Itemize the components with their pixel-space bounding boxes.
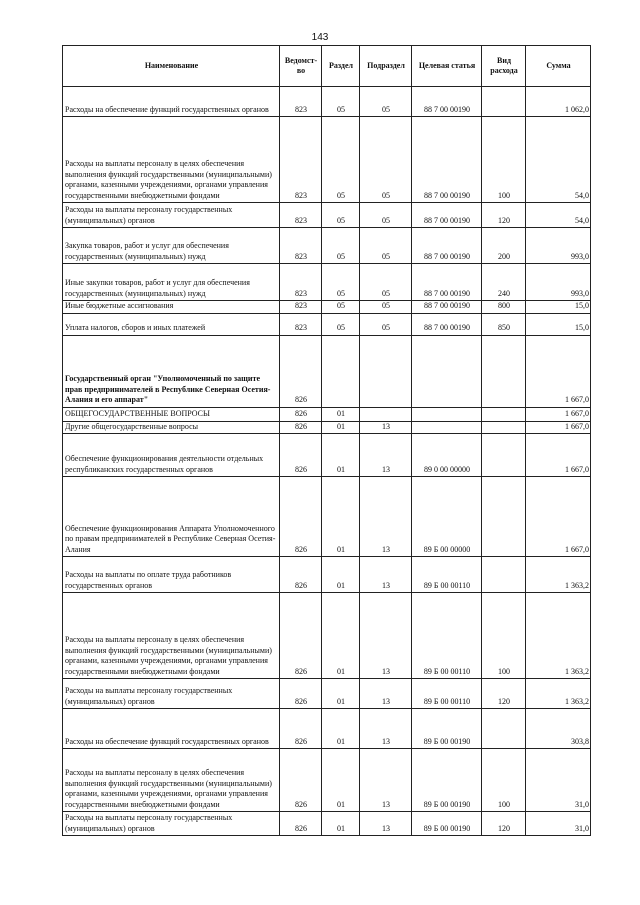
row-section: 05 xyxy=(322,117,360,203)
row-amount: 1 667,0 xyxy=(526,477,591,557)
table-row xyxy=(63,709,591,749)
row-name: Расходы на выплаты персоналу государственных (муниципальных) органов xyxy=(63,679,280,709)
row-section: 01 xyxy=(322,749,360,812)
row-section: 05 xyxy=(322,264,360,301)
row-target: 89 Б 00 00000 xyxy=(412,477,482,557)
header-section: Раздел xyxy=(322,46,360,87)
page-number: 143 xyxy=(311,32,329,43)
row-target xyxy=(412,407,482,421)
table-body xyxy=(63,87,591,836)
row-name: Уплата налогов, сборов и иных платежей xyxy=(63,313,280,335)
row-name: Расходы на выплаты персоналу в целях обеспечения выполнения функций государственными (муниципальными) органами, казенными учреждениями, органами управления государственными внебюджетными фондами xyxy=(63,117,280,203)
row-expense-type xyxy=(482,477,526,557)
row-target: 88 7 00 00190 xyxy=(412,313,482,335)
row-name: Иные закупки товаров, работ и услуг для обеспечения государственных (муниципальных) нужд xyxy=(63,264,280,301)
row-target: 89 Б 00 00110 xyxy=(412,593,482,679)
row-section: 05 xyxy=(322,313,360,335)
row-name: Расходы на выплаты персоналу государственных (муниципальных) органов xyxy=(63,812,280,836)
row-section: 05 xyxy=(322,203,360,228)
row-subsection: 13 xyxy=(360,593,412,679)
row-subsection: 05 xyxy=(360,228,412,264)
row-expense-type xyxy=(482,557,526,593)
row-amount: 1 363,2 xyxy=(526,679,591,709)
table-row xyxy=(63,228,591,264)
row-name: Государственный орган "Уполномоченный по защите прав предпринимателей в Республике Северная Осетия-Алания и его аппарат" xyxy=(63,335,280,407)
table-row xyxy=(63,679,591,709)
row-section: 01 xyxy=(322,679,360,709)
row-target: 88 7 00 00190 xyxy=(412,87,482,117)
row-target: 89 Б 00 00190 xyxy=(412,749,482,812)
row-department: 823 xyxy=(280,301,322,314)
row-section: 01 xyxy=(322,593,360,679)
row-department: 823 xyxy=(280,117,322,203)
row-expense-type: 120 xyxy=(482,679,526,709)
row-department: 826 xyxy=(280,557,322,593)
row-section: 01 xyxy=(322,709,360,749)
row-subsection: 05 xyxy=(360,203,412,228)
row-name: Обеспечение функционирования Аппарата Уполномоченного по правам предпринимателей в Республике Северная Осетия-Алания xyxy=(63,477,280,557)
row-amount: 303,8 xyxy=(526,709,591,749)
row-amount: 54,0 xyxy=(526,117,591,203)
row-target: 88 7 00 00190 xyxy=(412,301,482,314)
row-name: Расходы на выплаты персоналу государственных (муниципальных) органов xyxy=(63,203,280,228)
row-subsection: 13 xyxy=(360,709,412,749)
row-department: 826 xyxy=(280,812,322,836)
row-expense-type: 100 xyxy=(482,117,526,203)
row-section: 05 xyxy=(322,228,360,264)
row-expense-type: 200 xyxy=(482,228,526,264)
row-department: 826 xyxy=(280,593,322,679)
row-department: 823 xyxy=(280,228,322,264)
row-expense-type: 850 xyxy=(482,313,526,335)
row-department: 826 xyxy=(280,679,322,709)
table-row xyxy=(63,313,591,335)
table-row xyxy=(63,477,591,557)
table-row xyxy=(63,117,591,203)
header-target: Целевая статья xyxy=(412,46,482,87)
header-amount: Сумма xyxy=(526,46,591,87)
row-subsection: 13 xyxy=(360,679,412,709)
row-department: 826 xyxy=(280,749,322,812)
row-amount: 993,0 xyxy=(526,264,591,301)
row-amount: 1 363,2 xyxy=(526,557,591,593)
row-name: Расходы на выплаты персоналу в целях обеспечения выполнения функций государственными (муниципальными) органами, казенными учреждениями, органами управления государственными внебюджетными фондами xyxy=(63,593,280,679)
table-row xyxy=(63,335,591,407)
row-name: Расходы на обеспечение функций государственных органов xyxy=(63,87,280,117)
table-row xyxy=(63,87,591,117)
row-amount: 1 667,0 xyxy=(526,407,591,421)
row-name: Закупка товаров, работ и услуг для обеспечения государственных (муниципальных) нужд xyxy=(63,228,280,264)
row-target: 88 7 00 00190 xyxy=(412,117,482,203)
row-subsection: 05 xyxy=(360,301,412,314)
row-subsection: 13 xyxy=(360,477,412,557)
row-expense-type: 800 xyxy=(482,301,526,314)
row-target: 89 Б 00 00110 xyxy=(412,679,482,709)
table-row xyxy=(63,301,591,314)
row-section: 01 xyxy=(322,557,360,593)
row-expense-type: 120 xyxy=(482,812,526,836)
row-section: 05 xyxy=(322,301,360,314)
row-section: 01 xyxy=(322,477,360,557)
header-name: Наименование xyxy=(63,46,280,87)
row-subsection: 13 xyxy=(360,434,412,477)
table-row xyxy=(63,749,591,812)
row-expense-type: 100 xyxy=(482,593,526,679)
row-amount: 1 062,0 xyxy=(526,87,591,117)
table-row xyxy=(63,812,591,836)
row-section: 01 xyxy=(322,434,360,477)
row-department: 826 xyxy=(280,407,322,421)
row-expense-type xyxy=(482,709,526,749)
row-subsection: 05 xyxy=(360,264,412,301)
row-expense-type: 100 xyxy=(482,749,526,812)
row-amount: 1 667,0 xyxy=(526,434,591,477)
row-name: Другие общегосударственные вопросы xyxy=(63,421,280,434)
row-name: Иные бюджетные ассигнования xyxy=(63,301,280,314)
table-row xyxy=(63,593,591,679)
header-expense-type: Вид расхода xyxy=(482,46,526,87)
row-department: 823 xyxy=(280,264,322,301)
table-row xyxy=(63,421,591,434)
row-expense-type xyxy=(482,434,526,477)
header-row xyxy=(63,46,591,87)
row-subsection: 05 xyxy=(360,313,412,335)
row-target: 89 Б 00 00110 xyxy=(412,557,482,593)
row-expense-type xyxy=(482,87,526,117)
row-name: Расходы на выплаты по оплате труда работников государственных органов xyxy=(63,557,280,593)
row-expense-type: 120 xyxy=(482,203,526,228)
row-target: 88 7 00 00190 xyxy=(412,203,482,228)
row-target: 89 0 00 00000 xyxy=(412,434,482,477)
row-section: 05 xyxy=(322,87,360,117)
header-department: Ведомст-во xyxy=(280,46,322,87)
row-target: 88 7 00 00190 xyxy=(412,228,482,264)
row-name: Расходы на выплаты персоналу в целях обеспечения выполнения функций государственными (муниципальными) органами, казенными учреждениями, органами управления государственными внебюджетными фондами xyxy=(63,749,280,812)
row-amount: 1 667,0 xyxy=(526,335,591,407)
row-department: 826 xyxy=(280,709,322,749)
row-name: Расходы на обеспечение функций государственных органов xyxy=(63,709,280,749)
row-name: Обеспечение функционирования деятельности отдельных республиканских государственных органов xyxy=(63,434,280,477)
row-department: 823 xyxy=(280,313,322,335)
row-subsection: 13 xyxy=(360,421,412,434)
row-subsection: 05 xyxy=(360,117,412,203)
row-subsection xyxy=(360,335,412,407)
row-section: 01 xyxy=(322,407,360,421)
row-amount: 993,0 xyxy=(526,228,591,264)
row-subsection: 05 xyxy=(360,87,412,117)
row-department: 826 xyxy=(280,477,322,557)
header-subsection: Подраздел xyxy=(360,46,412,87)
row-target xyxy=(412,421,482,434)
row-department: 826 xyxy=(280,434,322,477)
table-row xyxy=(63,557,591,593)
table-row xyxy=(63,407,591,421)
row-amount: 1 667,0 xyxy=(526,421,591,434)
row-subsection xyxy=(360,407,412,421)
row-expense-type xyxy=(482,407,526,421)
row-section: 01 xyxy=(322,812,360,836)
table-row xyxy=(63,264,591,301)
row-section: 01 xyxy=(322,421,360,434)
budget-table xyxy=(62,45,591,836)
row-expense-type: 240 xyxy=(482,264,526,301)
row-amount: 54,0 xyxy=(526,203,591,228)
row-name: ОБЩЕГОСУДАРСТВЕННЫЕ ВОПРОСЫ xyxy=(63,407,280,421)
row-amount: 31,0 xyxy=(526,812,591,836)
row-expense-type xyxy=(482,421,526,434)
table-row xyxy=(63,434,591,477)
row-subsection: 13 xyxy=(360,557,412,593)
row-subsection: 13 xyxy=(360,749,412,812)
row-department: 823 xyxy=(280,87,322,117)
row-target: 89 Б 00 00190 xyxy=(412,709,482,749)
table-row xyxy=(63,203,591,228)
row-target: 88 7 00 00190 xyxy=(412,264,482,301)
row-amount: 31,0 xyxy=(526,749,591,812)
row-department: 826 xyxy=(280,421,322,434)
row-amount: 15,0 xyxy=(526,313,591,335)
row-target xyxy=(412,335,482,407)
row-target: 89 Б 00 00190 xyxy=(412,812,482,836)
row-department: 826 xyxy=(280,335,322,407)
row-amount: 15,0 xyxy=(526,301,591,314)
row-department: 823 xyxy=(280,203,322,228)
row-amount: 1 363,2 xyxy=(526,593,591,679)
row-expense-type xyxy=(482,335,526,407)
row-section xyxy=(322,335,360,407)
row-subsection: 13 xyxy=(360,812,412,836)
